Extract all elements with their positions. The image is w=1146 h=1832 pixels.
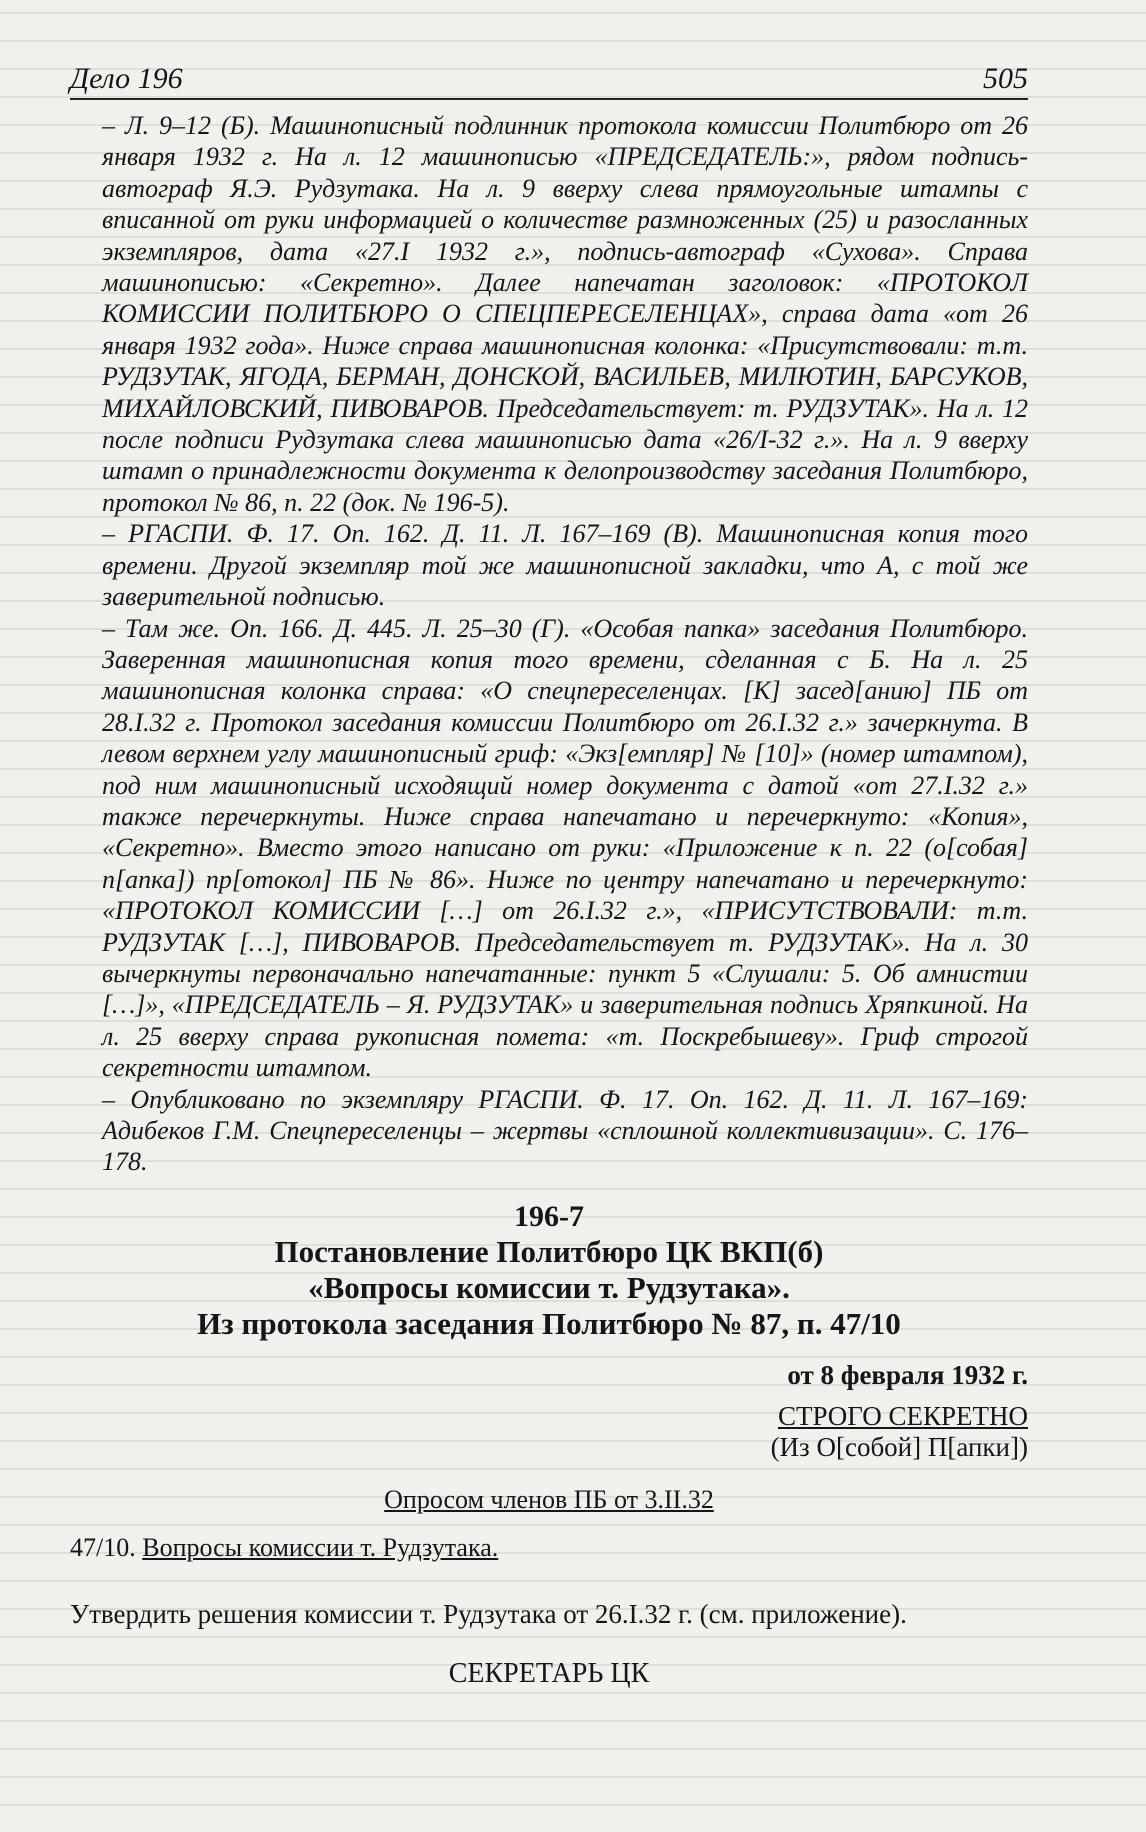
- note-v: – РГАСПИ. Ф. 17. Оп. 162. Д. 11. Л. 167–169 (В). Машинописная копия того времени. Другой экземпляр той же машинописной закладки, что А, с той же заверительной подписью.: [102, 519, 1028, 612]
- agenda-item: [70, 1533, 1028, 1563]
- note-published: – Опубликовано по экземпляру РГАСПИ. Ф. 17. Оп. 162. Д. 11. Л. 167–169: Адибеков Г.М. Спецпереселенцы – жертвы «сплошной коллективизации». С. 176–178.: [102, 1084, 1028, 1177]
- header-case-title: Дело 196: [70, 62, 183, 95]
- page-number: 505: [983, 62, 1028, 95]
- poll-line: [70, 1485, 1028, 1515]
- item-title: Вопросы комиссии т. Рудзутака.: [142, 1532, 499, 1562]
- title-line-2: «Вопросы комиссии т. Рудзутака».: [308, 1269, 790, 1305]
- signature-secretary: СЕКРЕТАРЬ ЦК: [448, 1657, 650, 1689]
- document-number: 196-7: [514, 1199, 584, 1233]
- note-b: – Л. 9–12 (Б). Машинописный подлинник протокола комиссии Политбюро от 26 января 1932 г. На л. 12 машинописью «ПРЕДСЕДАТЕЛЬ:», рядом подпись-автограф Я.Э. Рудзутака. На л. 9 вверху слева прямоугольные штампы с вписанной от руки информацией о количестве размноженных (25) и разосланных экземпляров, дата «27.I 1932 г.», подпись-автограф «Сухова». Справа машинописью: «Секретно». Далее напечатан заголовок: «ПРОТОКОЛ КОМИССИИ ПОЛИТБЮРО О СПЕЦПЕРЕСЕЛЕНЦАХ», справа дата «от 26 января 1932 года». Ниже справа машинописная колонка: «Присутствовали: т.т. РУДЗУТАК, ЯГОДА, БЕРМАН, ДОНСКОЙ, ВАСИЛЬЕВ, МИЛЮТИН, БАРСУКОВ, МИХАЙЛОВСКИЙ, ПИВОВАРОВ. Председательствует: т. РУДЗУТАК». На л. 12 после подписи Рудзутака слева машинописью дата «26/I-32 г.». На л. 9 вверху штамп о принадлежности документа к делопроизводству заседания Политбюро, протокол № 86, п. 22 (док. № 196-5).: [102, 111, 1028, 517]
- document-title: [70, 1234, 1028, 1342]
- resolution-text: Утвердить решения комиссии т. Рудзутака от 26.I.32 г. (см. приложение).: [70, 1598, 907, 1629]
- secrecy-stamp: [70, 1401, 1028, 1463]
- stamp-strictly-secret: СТРОГО СЕКРЕТНО: [777, 1400, 1028, 1431]
- note-g: – Там же. Оп. 166. Д. 445. Л. 25–30 (Г). «Особая папка» заседания Политбюро. Заверенная машинописная копия того времени, сделанная с Б. На л. 25 машинописная колонка справа: «О спецпереселенцах. [К] засед[анию] ПБ от 28.I.32 г. Протокол заседания комиссии Политбюро от 26.I.32 г.» зачеркнута. В левом верхнем углу машинописный гриф: «Экз[емпляр] № [10]» (номер штампом), под ним машинописный исходящий номер документа с датой «от 27.I.32 г.» также перечеркнуты. Ниже справа напечатано и перечеркнуто: «Копия», «Секретно». Вместо этого написано от руки: «Приложение к п. 22 (о[собая] п[апка]) пр[отокол] ПБ № 86». Ниже по центру напечатано и перечеркнуто: «ПРОТОКОЛ КОМИССИИ […] от 26.I.32 г.», «ПРИСУТСТВОВАЛИ: т.т. РУДЗУТАК […], ПИВОВАРОВ. Председательствует т. РУДЗУТАК». На л. 30 вычеркнуты первоначально напечатанные: пункт 5 «Слушали: 5. Об амнистии […]», «ПРЕДСЕДАТЕЛЬ – Я. РУДЗУТАК» и заверительная подпись Хряпкиной. На л. 25 вверху справа рукописная помета: «т. Поскребышеву». Гриф строгой секретности штампом.: [102, 613, 1028, 1083]
- title-line-3: Из протокола заседания Политбюро № 87, п. 47/10: [197, 1305, 901, 1341]
- document-date: от 8 февраля 1932 г.: [787, 1359, 1028, 1390]
- stamp-special-folder: (Из О[собой] П[апки]): [770, 1431, 1028, 1462]
- archival-notes: [70, 110, 1028, 1178]
- title-line-1: Постановление Политбюро ЦК ВКП(б): [274, 1233, 824, 1269]
- running-header: [70, 62, 1028, 100]
- item-number: 47/10.: [70, 1532, 136, 1562]
- poll-text: Опросом членов ПБ от 3.II.32: [384, 1484, 714, 1514]
